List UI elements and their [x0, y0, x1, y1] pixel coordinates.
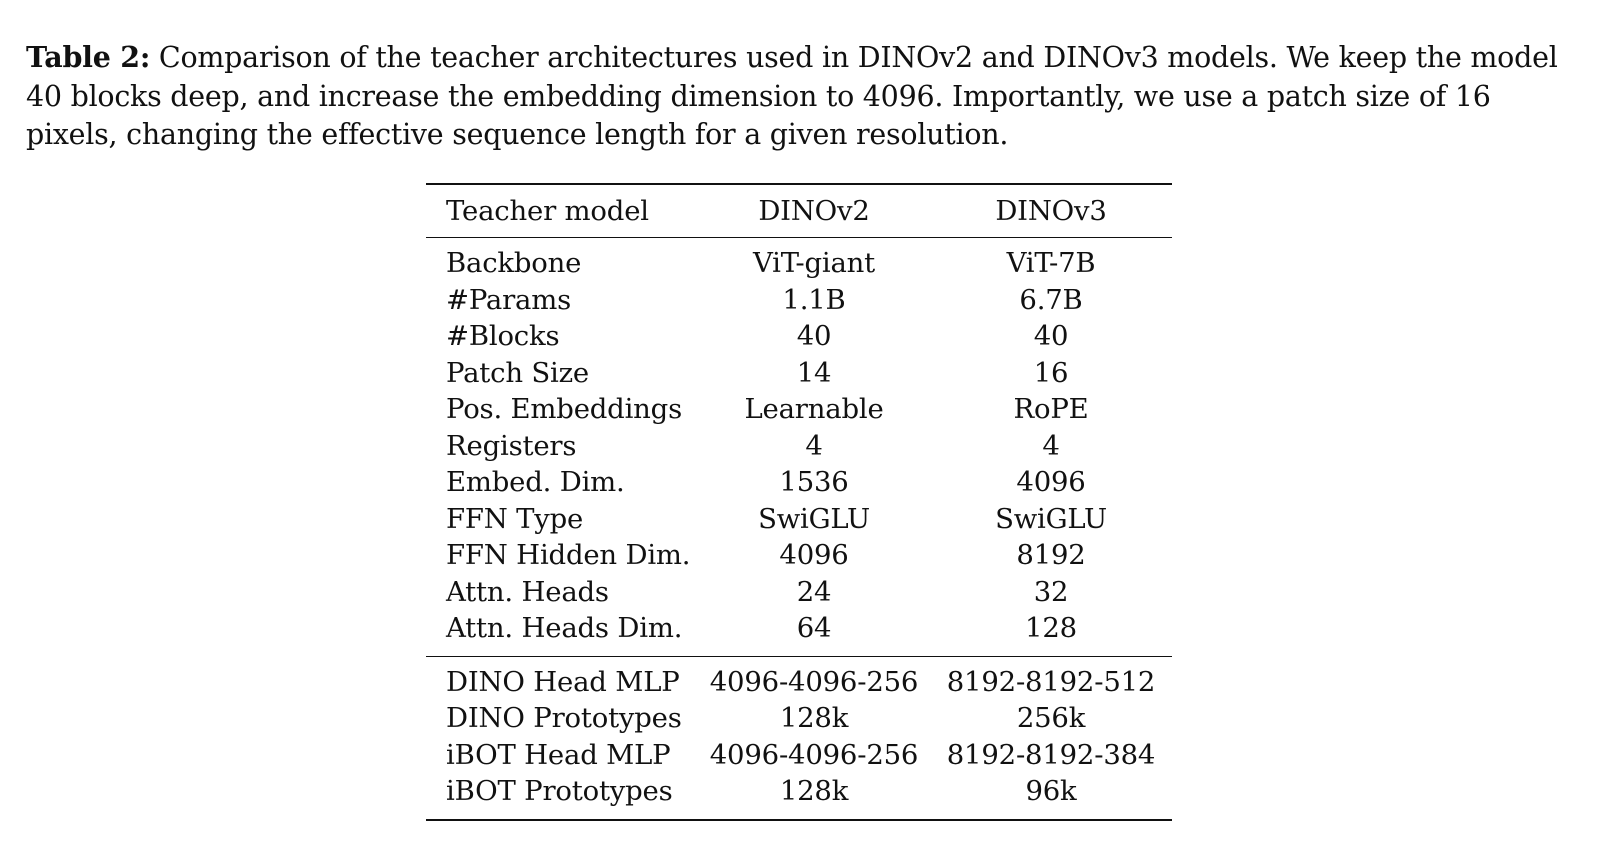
table-row: [426, 501, 1172, 538]
dinov2-value: 128k: [779, 775, 849, 808]
caption-label: Table 2:: [26, 40, 151, 74]
table-caption: [26, 38, 1586, 155]
dinov3-value: SwiGLU: [995, 502, 1107, 535]
dinov2-value: 24: [796, 575, 832, 608]
dinov3-value: 256k: [1016, 702, 1086, 735]
dinov2-value: 4: [805, 429, 823, 462]
row-label: FFN Hidden Dim.: [446, 539, 691, 572]
dinov3-value: 8192-8192-384: [946, 738, 1156, 771]
dinov2-value: 4096-4096-256: [709, 665, 919, 698]
row-label: Backbone: [446, 247, 582, 280]
table-row: [426, 610, 1172, 647]
table-row: [426, 245, 1172, 282]
header-teacher-model: Teacher model: [446, 195, 649, 227]
dinov3-value: 8192-8192-512: [946, 665, 1156, 698]
dinov3-value: 8192: [1016, 539, 1086, 572]
table-header-row: [426, 185, 1172, 237]
table-row: [426, 428, 1172, 465]
dinov3-value: 128: [1025, 612, 1077, 645]
dinov3-value: 96k: [1025, 775, 1077, 808]
dinov2-value: 1536: [779, 466, 849, 499]
comparison-table: [426, 183, 1172, 821]
row-label: Patch Size: [446, 356, 589, 389]
dinov2-value: ViT-giant: [752, 247, 876, 280]
caption-text: Comparison of the teacher architectures used in DINOv2 and DINOv3 models. We keep the model 40 blocks deep, and increase the embedding dimension to 4096. Importantly, we use a patch size of 16 pixels, changing the effective sequence length for a given resolution.: [26, 41, 1558, 151]
row-label: DINO Prototypes: [446, 702, 682, 735]
table-row: [426, 282, 1172, 319]
row-label: iBOT Prototypes: [446, 775, 673, 808]
dinov3-value: ViT-7B: [1006, 247, 1096, 280]
row-label: #Params: [446, 283, 572, 316]
dinov2-value: 4096: [779, 539, 849, 572]
dinov2-value: Learnable: [744, 393, 884, 426]
row-label: #Blocks: [446, 320, 560, 353]
dinov2-value: 64: [796, 612, 832, 645]
dinov2-value: SwiGLU: [758, 502, 870, 535]
dinov3-value: 32: [1033, 575, 1069, 608]
dinov3-value: 4: [1042, 429, 1060, 462]
head-group: [426, 657, 1172, 819]
dinov2-value: 14: [796, 356, 832, 389]
row-label: Attn. Heads Dim.: [446, 612, 683, 645]
dinov3-value: 16: [1033, 356, 1069, 389]
dinov3-value: 6.7B: [1019, 283, 1083, 316]
row-label: Attn. Heads: [446, 575, 609, 608]
table-bottom-rule: [426, 819, 1172, 821]
row-label: Embed. Dim.: [446, 466, 625, 499]
dinov2-value: 40: [796, 320, 832, 353]
header-dinov3: DINOv3: [995, 195, 1107, 227]
row-label: iBOT Head MLP: [446, 738, 671, 771]
table-row: [426, 737, 1172, 774]
dinov3-value: 40: [1033, 320, 1069, 353]
dinov2-value: 128k: [779, 702, 849, 735]
row-label: DINO Head MLP: [446, 665, 680, 698]
header-dinov2: DINOv2: [758, 195, 870, 227]
table-row: [426, 391, 1172, 428]
table-row: [426, 700, 1172, 737]
row-label: Registers: [446, 429, 577, 462]
table-row: [426, 773, 1172, 810]
dinov3-value: RoPE: [1013, 393, 1089, 426]
dinov2-value: 1.1B: [782, 283, 846, 316]
table-row: [426, 574, 1172, 611]
table-row: [426, 355, 1172, 392]
row-label: FFN Type: [446, 502, 584, 535]
row-label: Pos. Embeddings: [446, 393, 683, 426]
dinov3-value: 4096: [1016, 466, 1086, 499]
dinov2-value: 4096-4096-256: [709, 738, 919, 771]
table-row: [426, 318, 1172, 355]
table-row: [426, 464, 1172, 501]
table-row: [426, 664, 1172, 701]
table-row: [426, 537, 1172, 574]
architecture-group: [426, 238, 1172, 656]
